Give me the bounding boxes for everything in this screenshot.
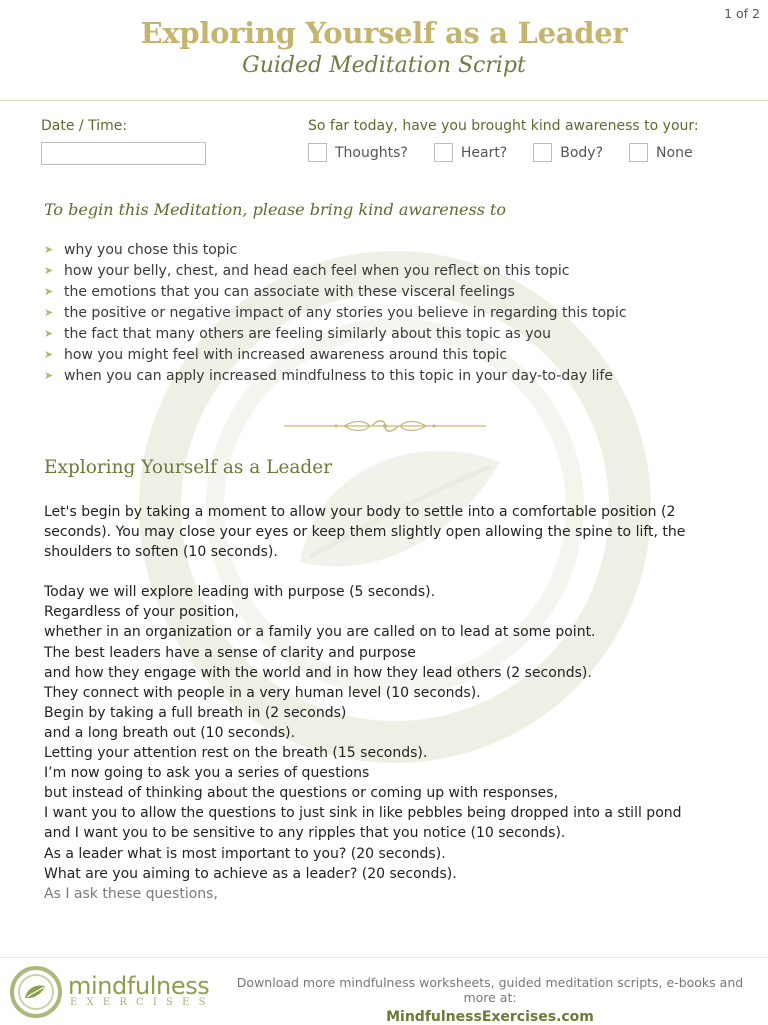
page-subtitle: Guided Meditation Script bbox=[242, 53, 526, 78]
script-line: As a leader what is most important to you? (20 seconds). bbox=[44, 845, 446, 862]
script-line: shoulders to soften (10 seconds). bbox=[44, 544, 278, 561]
bullet-text: the positive or negative impact of any stories you believe in regarding this topic bbox=[64, 304, 627, 321]
none-checkbox[interactable] bbox=[629, 143, 648, 162]
arrow-bullet-icon: ➤ bbox=[44, 285, 54, 298]
thoughts-checkbox[interactable] bbox=[308, 143, 327, 162]
intro-heading: To begin this Meditation, please bring kind awareness to bbox=[44, 200, 507, 219]
header bbox=[0, 14, 768, 80]
option-heart[interactable] bbox=[434, 143, 507, 162]
script-line: Begin by taking a full breath in (2 seconds) bbox=[44, 704, 347, 721]
awareness-question: So far today, have you brought kind awareness to your: bbox=[308, 118, 699, 134]
script-heading: Exploring Yourself as a Leader bbox=[44, 457, 333, 478]
script-line: whether in an organization or a family you are called on to lead at some point. bbox=[44, 624, 596, 641]
page-number: 1 of 2 bbox=[724, 6, 760, 21]
arrow-bullet-icon: ➤ bbox=[44, 369, 54, 382]
list-item bbox=[44, 260, 627, 281]
script-line: Regardless of your position, bbox=[44, 604, 239, 621]
option-none[interactable] bbox=[629, 143, 693, 162]
ornamental-divider-icon bbox=[284, 418, 486, 434]
awareness-check-block bbox=[308, 118, 699, 162]
script-line: They connect with people in a very human level (10 seconds). bbox=[44, 684, 481, 701]
bullet-text: when you can apply increased mindfulness to this topic in your day-to-day life bbox=[64, 367, 613, 384]
list-item bbox=[44, 344, 627, 365]
intro-bullet-list bbox=[44, 239, 627, 386]
bullet-text: how your belly, chest, and head each feel when you reflect on this topic bbox=[64, 262, 570, 279]
header-divider bbox=[0, 100, 768, 101]
arrow-bullet-icon: ➤ bbox=[44, 243, 54, 256]
script-line: and I want you to be sensitive to any ripples that you notice (10 seconds). bbox=[44, 825, 566, 842]
bullet-text: why you chose this topic bbox=[64, 241, 238, 258]
bullet-text: how you might feel with increased awareness around this topic bbox=[64, 346, 508, 363]
footer-site-link[interactable]: MindfulnessExercises.com bbox=[386, 1009, 594, 1025]
thoughts-label: Thoughts? bbox=[335, 144, 408, 161]
script-line: The best leaders have a sense of clarity and purpose bbox=[44, 644, 416, 661]
script-line: seconds). You may close your eyes or keep them slightly open allowing the spine to lift, the bbox=[44, 524, 686, 541]
date-time-block bbox=[41, 118, 206, 165]
script-line-fading: As I ask these questions, bbox=[44, 885, 218, 902]
bullet-text: the emotions that you can associate with these visceral feelings bbox=[64, 283, 515, 300]
script-line: What are you aiming to achieve as a leader? (20 seconds). bbox=[44, 865, 457, 882]
script-line: and how they engage with the world and in how they lead others (2 seconds). bbox=[44, 664, 592, 681]
script-line: Letting your attention rest on the breath (15 seconds). bbox=[44, 745, 428, 762]
list-item bbox=[44, 365, 627, 386]
paragraph-gap bbox=[44, 562, 734, 582]
script-line: I want you to allow the questions to just sink in like pebbles being dropped into a still pond bbox=[44, 805, 682, 822]
list-item bbox=[44, 281, 627, 302]
footer-download-text: Download more mindfulness worksheets, guided meditation scripts, e-books and more at: bbox=[236, 975, 744, 1005]
list-item bbox=[44, 302, 627, 323]
arrow-bullet-icon: ➤ bbox=[44, 264, 54, 277]
list-item bbox=[44, 323, 627, 344]
script-line: Today we will explore leading with purpose (5 seconds). bbox=[44, 584, 436, 601]
body-label: Body? bbox=[560, 144, 604, 161]
logo-wordmark: mindfulness bbox=[68, 972, 210, 1000]
script-body bbox=[44, 502, 734, 904]
awareness-options bbox=[308, 143, 699, 162]
script-line: Let's begin by taking a moment to allow your body to settle into a comfortable position (2 bbox=[44, 504, 676, 520]
date-time-field[interactable] bbox=[41, 142, 206, 165]
heart-label: Heart? bbox=[460, 144, 508, 161]
page-title: Exploring Yourself as a Leader bbox=[140, 16, 628, 50]
script-line: and a long breath out (10 seconds). bbox=[44, 724, 296, 741]
footer-divider bbox=[0, 957, 768, 958]
date-time-label: Date / Time: bbox=[41, 118, 128, 134]
logo-subtext: EXERCISES bbox=[70, 997, 215, 1008]
arrow-bullet-icon: ➤ bbox=[44, 348, 54, 361]
heart-checkbox[interactable] bbox=[434, 143, 453, 162]
arrow-bullet-icon: ➤ bbox=[44, 306, 54, 319]
script-line: but instead of thinking about the questions or coming up with responses, bbox=[44, 785, 559, 802]
none-label: None bbox=[656, 144, 693, 161]
footer-promo bbox=[220, 975, 760, 1025]
script-line: I’m now going to ask you a series of questions bbox=[44, 765, 370, 782]
body-checkbox[interactable] bbox=[533, 143, 552, 162]
bullet-text: the fact that many others are feeling similarly about this topic as you bbox=[64, 325, 551, 342]
list-item bbox=[44, 239, 627, 260]
option-body[interactable] bbox=[533, 143, 603, 162]
option-thoughts[interactable] bbox=[308, 143, 408, 162]
mindfulness-logo-icon bbox=[8, 964, 64, 1020]
arrow-bullet-icon: ➤ bbox=[44, 327, 54, 340]
